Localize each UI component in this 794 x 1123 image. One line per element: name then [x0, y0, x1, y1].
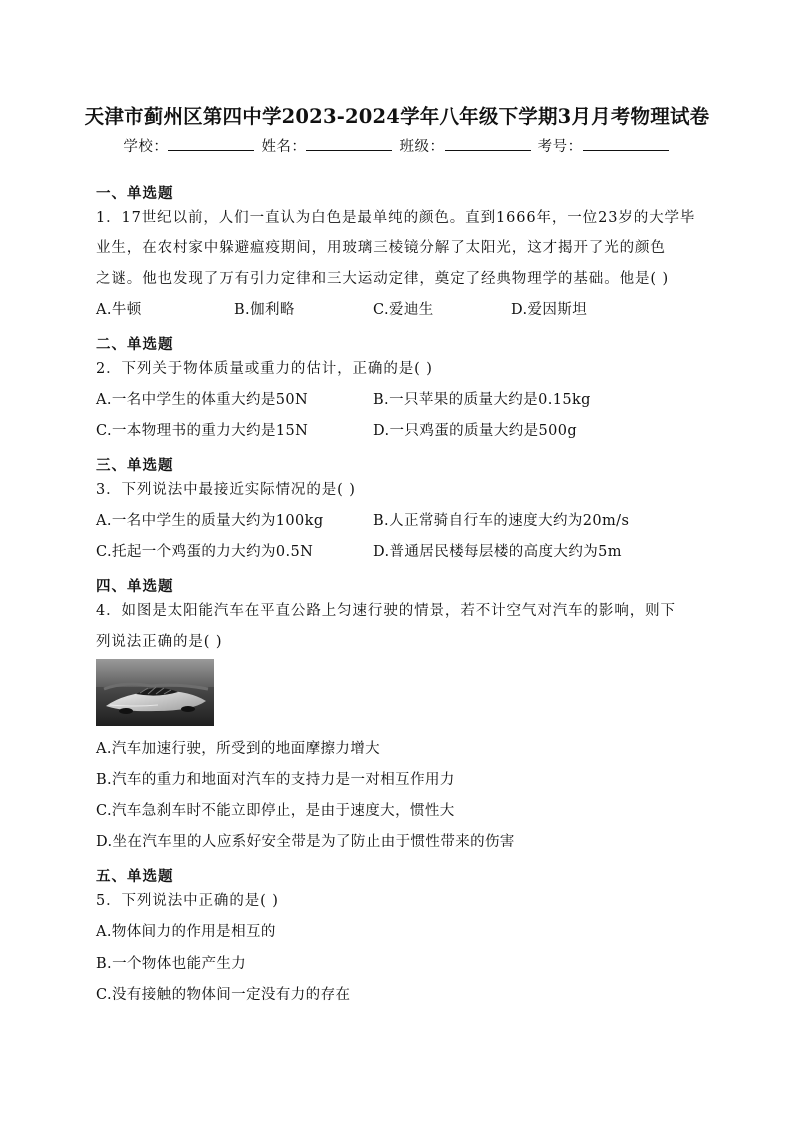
number-blank[interactable] [583, 138, 669, 151]
question-5-option-a[interactable]: A.物体间力的作用是相互的 [96, 924, 276, 940]
question-2-option-d[interactable]: D.一只鸡蛋的质量大约是500g [373, 423, 578, 439]
question-4-option-d[interactable]: D.坐在汽车里的人应系好安全带是为了防止由于惯性带来的伤害 [96, 834, 515, 850]
question-5-option-b[interactable]: B.一个物体也能产生力 [96, 956, 247, 972]
question-1-line-1: 1．17世纪以前，人们一直认为白色是最单纯的颜色。直到1666年，一位23岁的大学毕 [96, 210, 696, 226]
question-3-option-c[interactable]: C.托起一个鸡蛋的力大约为0.5N [96, 544, 314, 560]
question-1-option-b[interactable]: B.伽利略 [234, 302, 295, 318]
question-3-option-a[interactable]: A.一名中学生的质量大约为100kg [96, 513, 324, 529]
exam-title: 天津市蓟州区第四中学2023-2024学年八年级下学期3月月考物理试卷 [84, 105, 710, 128]
section-heading-1: 一、单选题 [96, 185, 174, 202]
question-4-line-1: 4．如图是太阳能汽车在平直公路上匀速行驶的情景，若不计空气对汽车的影响，则下 [96, 603, 676, 619]
class-label: 班级： [399, 139, 445, 155]
question-2-option-b[interactable]: B.一只苹果的质量大约是0.15kg [373, 392, 591, 408]
school-label: 学校： [123, 139, 169, 155]
question-4-line-2: 列说法正确的是( ) [96, 634, 223, 650]
section-heading-3: 三、单选题 [96, 457, 174, 474]
question-3-line-1: 3．下列说法中最接近实际情况的是( ) [96, 482, 356, 498]
class-blank[interactable] [445, 138, 531, 151]
student-info-line [0, 135, 794, 156]
section-heading-5: 五、单选题 [96, 868, 174, 885]
section-heading-2: 二、单选题 [96, 336, 174, 353]
question-1-line-2: 业生，在农村家中躲避瘟疫期间，用玻璃三棱镜分解了太阳光，这才揭开了光的颜色 [96, 240, 666, 256]
question-2-option-a[interactable]: A.一名中学生的体重大约是50N [96, 392, 309, 408]
school-blank[interactable] [168, 138, 254, 151]
name-blank[interactable] [306, 138, 392, 151]
solar-car-image [96, 659, 214, 726]
question-5-option-c[interactable]: C.没有接触的物体间一定没有力的存在 [96, 987, 351, 1003]
question-2-option-c[interactable]: C.一本物理书的重力大约是15N [96, 423, 309, 439]
question-4-option-c[interactable]: C.汽车急刹车时不能立即停止，是由于速度大，惯性大 [96, 803, 455, 819]
question-4-option-b[interactable]: B.汽车的重力和地面对汽车的支持力是一对相互作用力 [96, 772, 455, 788]
question-1-option-d[interactable]: D.爱因斯坦 [511, 302, 588, 318]
number-label: 考号： [537, 139, 583, 155]
question-1-line-3: 之谜。他也发现了万有引力定律和三大运动定律，奠定了经典物理学的基础。他是( ) [96, 271, 670, 287]
question-5-line-1: 5．下列说法中正确的是( ) [96, 893, 279, 909]
question-4-option-a[interactable]: A.汽车加速行驶，所受到的地面摩擦力增大 [96, 741, 381, 757]
question-3-option-b[interactable]: B.人正常骑自行车的速度大约为20m/s [373, 513, 630, 529]
question-1-option-a[interactable]: A.牛顿 [96, 302, 142, 318]
question-2-line-1: 2．下列关于物体质量或重力的估计，正确的是( ) [96, 361, 433, 377]
question-3-option-d[interactable]: D.普通居民楼每层楼的高度大约为5m [373, 544, 622, 560]
question-1-option-c[interactable]: C.爱迪生 [373, 302, 434, 318]
section-heading-4: 四、单选题 [96, 578, 174, 595]
name-label: 姓名： [261, 139, 307, 155]
